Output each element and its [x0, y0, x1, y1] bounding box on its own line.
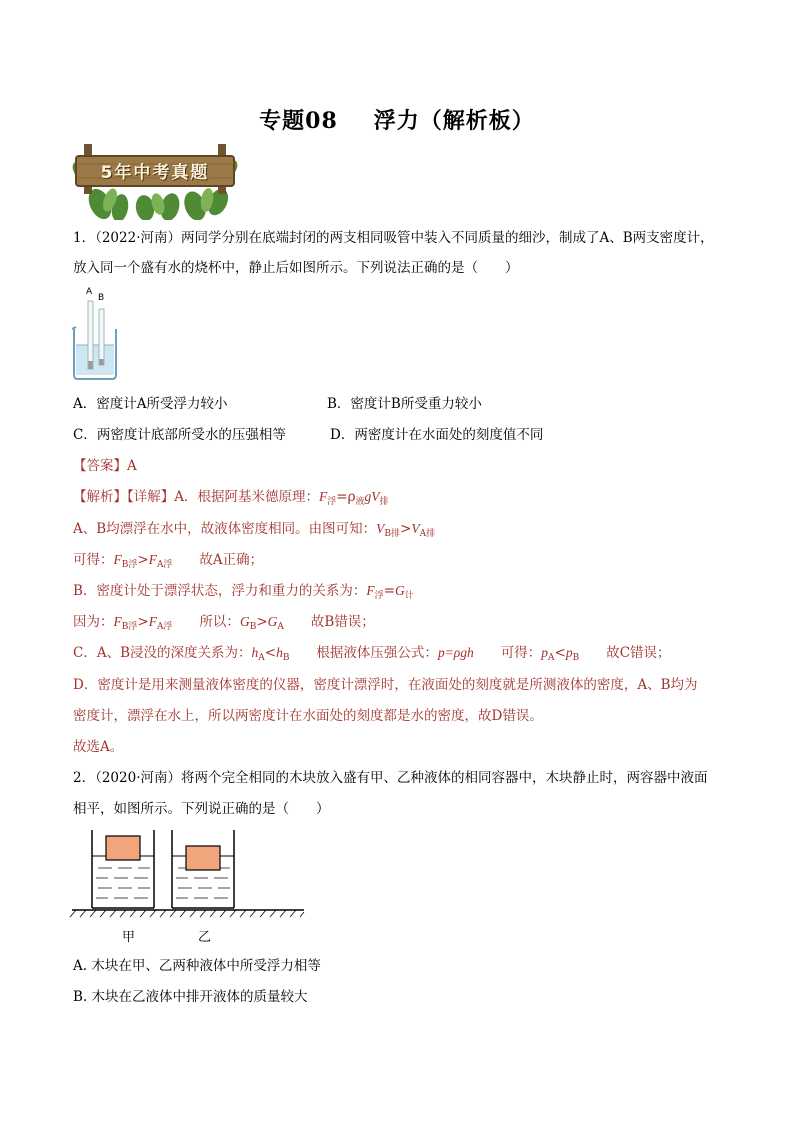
- analysis-line-4: B．密度计处于漂浮状态，浮力和重力的关系为：$F_浮=G_计$: [73, 583, 414, 601]
- analysis-line-9: 故选A。: [73, 739, 124, 755]
- analysis-line-5: 因为：$F_{B浮}>F_{A浮}$ 所以：$G_B>G_A$ 故B错误；: [73, 614, 375, 632]
- figure-label-jia: 甲: [122, 930, 136, 945]
- q2-stem-line2: 相平，如图所示。下列说正确的是（ ）: [73, 801, 330, 817]
- title-text: 浮力（解析板）: [373, 108, 535, 134]
- q1-stem-line1: 1．（2022·河南）两同学分别在底端封闭的两支相同吸管中装入不同质量的细沙，制成了A、B两支密度计，: [73, 230, 714, 246]
- page-title: [0, 104, 794, 135]
- q1-answer: 【答案】A: [73, 458, 137, 474]
- figure-label-a: A: [86, 287, 93, 297]
- banner-label: 5年中考真题: [100, 163, 210, 183]
- q2-stem-line1: 2．（2020·河南）将两个完全相同的木块放入盛有甲、乙种液体的相同容器中，木块静止时，两容器中液面: [73, 770, 708, 786]
- analysis-line-6: C．A、B浸没的深度关系为：$h_A<h_B$ 根据液体压强公式：p=ρgh 可得：$p_A<p_B$ 故C错误；: [73, 645, 671, 663]
- q1-figure: [68, 287, 128, 387]
- q2-figure: [68, 826, 308, 946]
- analysis-line-1: 【解析】【详解】A．根据阿基米德原理：$F_浮=\rho_液gV_排$: [73, 489, 389, 507]
- q1-stem-line2: 放入同一个盛有水的烧杯中，静止后如图所示。下列说法正确的是（ ）: [73, 260, 519, 276]
- figure-label-b: B: [98, 293, 105, 303]
- q1-option-d: D．两密度计在水面处的刻度值不同: [330, 427, 544, 443]
- analysis-line-8: 密度计，漂浮在水上，所以两密度计在水面处的刻度都是水的密度，故D错误。: [73, 708, 543, 724]
- q1-option-c: C．两密度计底部所受水的压强相等: [73, 427, 286, 443]
- q2-option-b: B. 木块在乙液体中排开液体的质量较大: [73, 989, 308, 1005]
- analysis-line-2: A、B均漂浮在水中，故液体密度相同。由图可知：$V_{B排}>V_{A排}$: [73, 521, 436, 539]
- title-prefix: 专题08: [259, 108, 338, 134]
- banner: [70, 142, 240, 220]
- q1-option-a: A．密度计A所受浮力较小: [73, 396, 228, 412]
- q1-option-b: B．密度计B所受重力较小: [327, 396, 482, 412]
- containers-diagram: [68, 826, 308, 918]
- figure-label-yi: 乙: [198, 930, 212, 945]
- analysis-line-3: 可得：$F_{B浮}>F_{A浮}$ 故A正确；: [73, 552, 264, 570]
- analysis-line-7: D．密度计是用来测量液体密度的仪器，密度计漂浮时，在液面处的刻度就是所测液体的密度，A、B均为: [73, 677, 698, 693]
- q2-option-a: A. 木块在甲、乙两种液体中所受浮力相等: [73, 958, 321, 974]
